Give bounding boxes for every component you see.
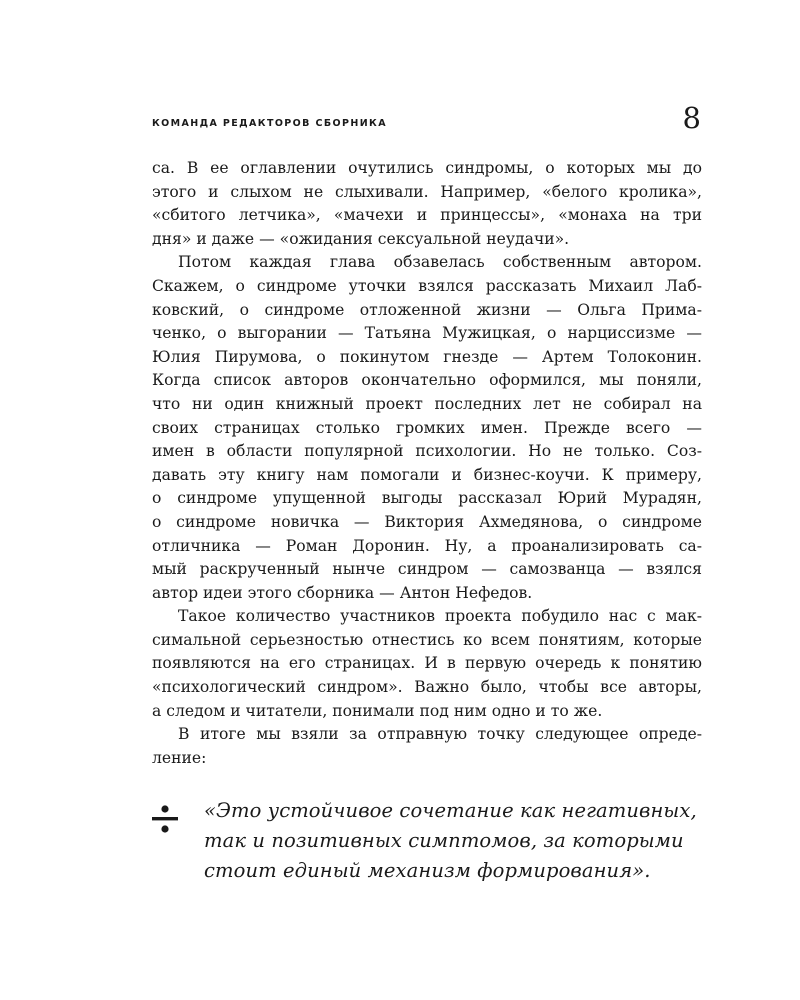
text-line: Юлия Пирумова, о покинутом гнезде — Артем Толоконин. bbox=[152, 347, 702, 366]
text-line: ченко, о выгорании — Татьяна Мужицкая, о нарциссизме — bbox=[152, 324, 702, 343]
text-line: отличника — Роман Доронин. Ну, а проанализировать са- bbox=[152, 536, 702, 555]
quote-line: так и позитивных симптомов, за которыми bbox=[204, 829, 684, 852]
text-line: имен в области популярной психологии. Но не только. Соз- bbox=[152, 442, 702, 461]
text-line: ление: bbox=[152, 748, 207, 767]
text-line: «сбитого летчика», «мачехи и принцессы», «монаха на три bbox=[152, 206, 702, 225]
quote-line: «Это устойчивое сочетание как негативных, bbox=[204, 799, 697, 822]
text-line: симальной серьезностью отнестись ко всем понятиям, которые bbox=[152, 630, 702, 649]
text-line: мый раскрученный нынче синдром — самозванца — взялся bbox=[152, 560, 702, 579]
quote-text bbox=[204, 796, 724, 886]
text-line: ковский, о синдроме отложенной жизни — Ольга Прима- bbox=[152, 300, 702, 319]
divide-icon bbox=[152, 804, 178, 834]
text-line: о синдроме упущенной выгоды рассказал Юрий Мурадян, bbox=[152, 489, 702, 508]
text-line: о синдроме новичка — Виктория Ахмедянова, о синдроме bbox=[152, 512, 702, 531]
text-line: Такое количество участников проекта побудило нас с мак- bbox=[178, 607, 702, 626]
body-text bbox=[152, 157, 702, 770]
quote-line: стоит единый механизм формирования». bbox=[204, 859, 651, 882]
text-line: са. В ее оглавлении очутились синдромы, о которых мы до bbox=[152, 159, 702, 177]
text-line: этого и слыхом не слыхивали. Например, «белого кролика», bbox=[152, 182, 702, 201]
text-line: «психологический синдром». Важно было, чтобы все авторы, bbox=[152, 678, 702, 697]
text-line: дня» и даже — «ожидания сексуальной неудачи». bbox=[152, 229, 570, 248]
text-line: своих страницах столько громких имен. Прежде всего — bbox=[152, 418, 702, 437]
page-number: 8 bbox=[682, 101, 701, 135]
text-line: появляются на его страницах. И в первую очередь к понятию bbox=[152, 654, 702, 673]
text-line: Когда список авторов окончательно оформился, мы поняли, bbox=[152, 371, 702, 390]
text-line: а следом и читатели, понимали под ним одно и то же. bbox=[152, 701, 603, 720]
text-line: В итоге мы взяли за отправную точку следующее опреде- bbox=[178, 725, 702, 744]
text-line: давать эту книгу нам помогали и бизнес-коучи. К примеру, bbox=[152, 465, 702, 484]
text-line: Потом каждая глава обзавелась собственным автором. bbox=[178, 253, 702, 272]
text-line: Скажем, о синдроме уточки взялся рассказать Михаил Лаб- bbox=[152, 276, 702, 295]
text-line: автор идеи этого сборника — Антон Нефедов. bbox=[152, 583, 533, 602]
running-header: КОМАНДА РЕДАКТОРОВ СБОРНИКА bbox=[152, 118, 387, 129]
text-line: что ни один книжный проект последних лет не собирал на bbox=[152, 394, 702, 413]
